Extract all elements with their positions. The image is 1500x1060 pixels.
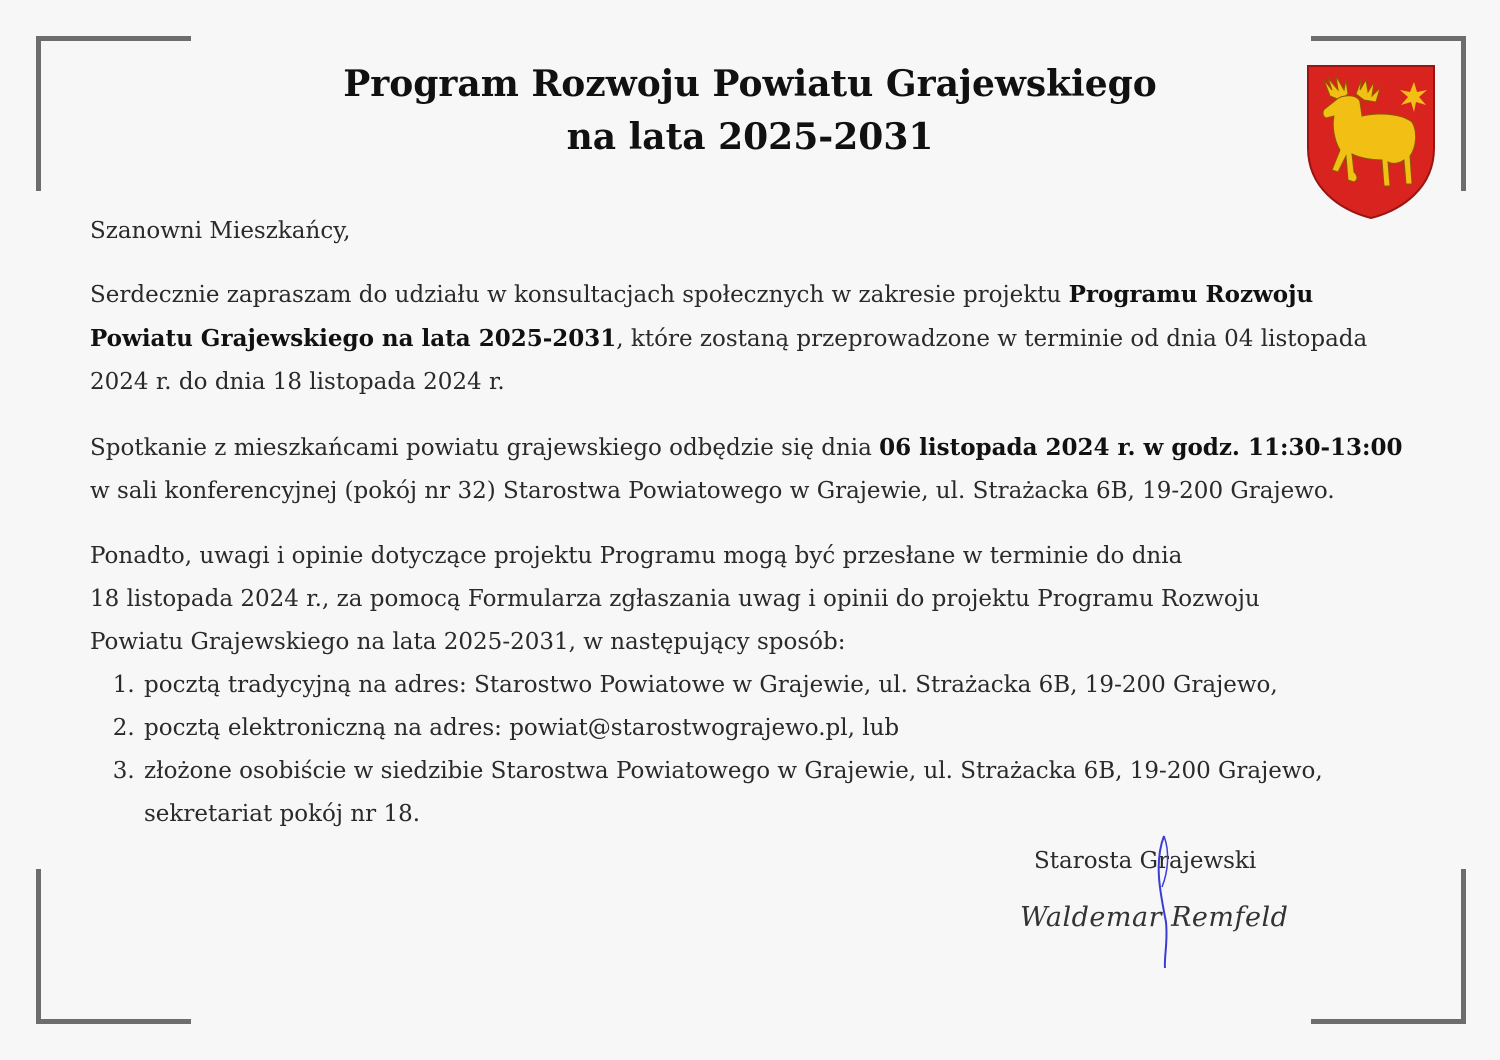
page-title <box>300 58 1200 164</box>
signature-stroke-icon <box>1140 832 1190 972</box>
submission-methods-list <box>90 664 1420 836</box>
comments-line-2: 18 listopada 2024 r., za pomocą Formularza zgłaszania uwag i opinii do projektu Programu Rozwoju <box>90 586 1260 612</box>
paragraph-meeting <box>90 426 1420 513</box>
list-item: 2. pocztą elektroniczną na adres: powiat@starostwograjewo.pl, lub <box>142 707 1420 750</box>
signature-name: Waldemar Remfeld <box>1020 902 1289 933</box>
coat-of-arms-icon <box>1302 60 1440 220</box>
frame-corner-bottom-left <box>36 869 191 1024</box>
program-name-bold: Programu Rozwoju Powiatu Grajewskiego na lata 2025-2031 <box>90 281 1314 352</box>
email-link[interactable]: powiat@starostwograjewo.pl <box>509 715 848 741</box>
meeting-text-end: w sali konferencyjnej (pokój nr 32) Starostwa Powiatowego w Grajewie, ul. Strażacka 6B, 19-200 Grajewo. <box>90 478 1335 504</box>
meeting-date-bold: 06 listopada 2024 r. w godz. 11:30-13:00 <box>879 434 1403 461</box>
comments-line-1: Ponadto, uwagi i opinie dotyczące projektu Programu mogą być przesłane w terminie do dnia <box>90 543 1183 569</box>
signatory-role: Starosta Grajewski <box>1034 848 1257 874</box>
meeting-text-start: Spotkanie z mieszkańcami powiatu grajewskiego odbędzie się dnia <box>90 435 880 461</box>
greeting: Szanowni Mieszkańcy, <box>90 218 351 244</box>
paragraph-invitation <box>90 273 1420 404</box>
comments-line-3: Powiatu Grajewskiego na lata 2025-2031, w następujący sposób: <box>90 629 846 655</box>
list-item: 3. złożone osobiście w siedzibie Starostwa Powiatowego w Grajewie, ul. Strażacka 6B, 19-200 Grajewo, sekretariat pokój nr 18. <box>142 750 1420 836</box>
invitation-text-start: Serdecznie zapraszam do udziału w konsultacjach społecznych w zakresie projektu <box>90 282 1069 308</box>
title-line-2: na lata 2025-2031 <box>566 116 934 158</box>
frame-corner-top-left <box>36 36 191 191</box>
title-line-1: Program Rozwoju Powiatu Grajewskiego <box>343 63 1157 105</box>
frame-corner-bottom-right <box>1311 869 1466 1024</box>
paragraph-comments <box>90 535 1420 664</box>
invitation-text-end: , które zostaną przeprowadzone w terminie od dnia 04 listopada 2024 r. do dnia 18 listopada 2024 r. <box>90 326 1368 395</box>
list-item: 1. pocztą tradycyjną na adres: Starostwo Powiatowe w Grajewie, ul. Strażacka 6B, 19-200 Grajewo, <box>142 664 1420 707</box>
letter-body <box>90 210 1420 836</box>
